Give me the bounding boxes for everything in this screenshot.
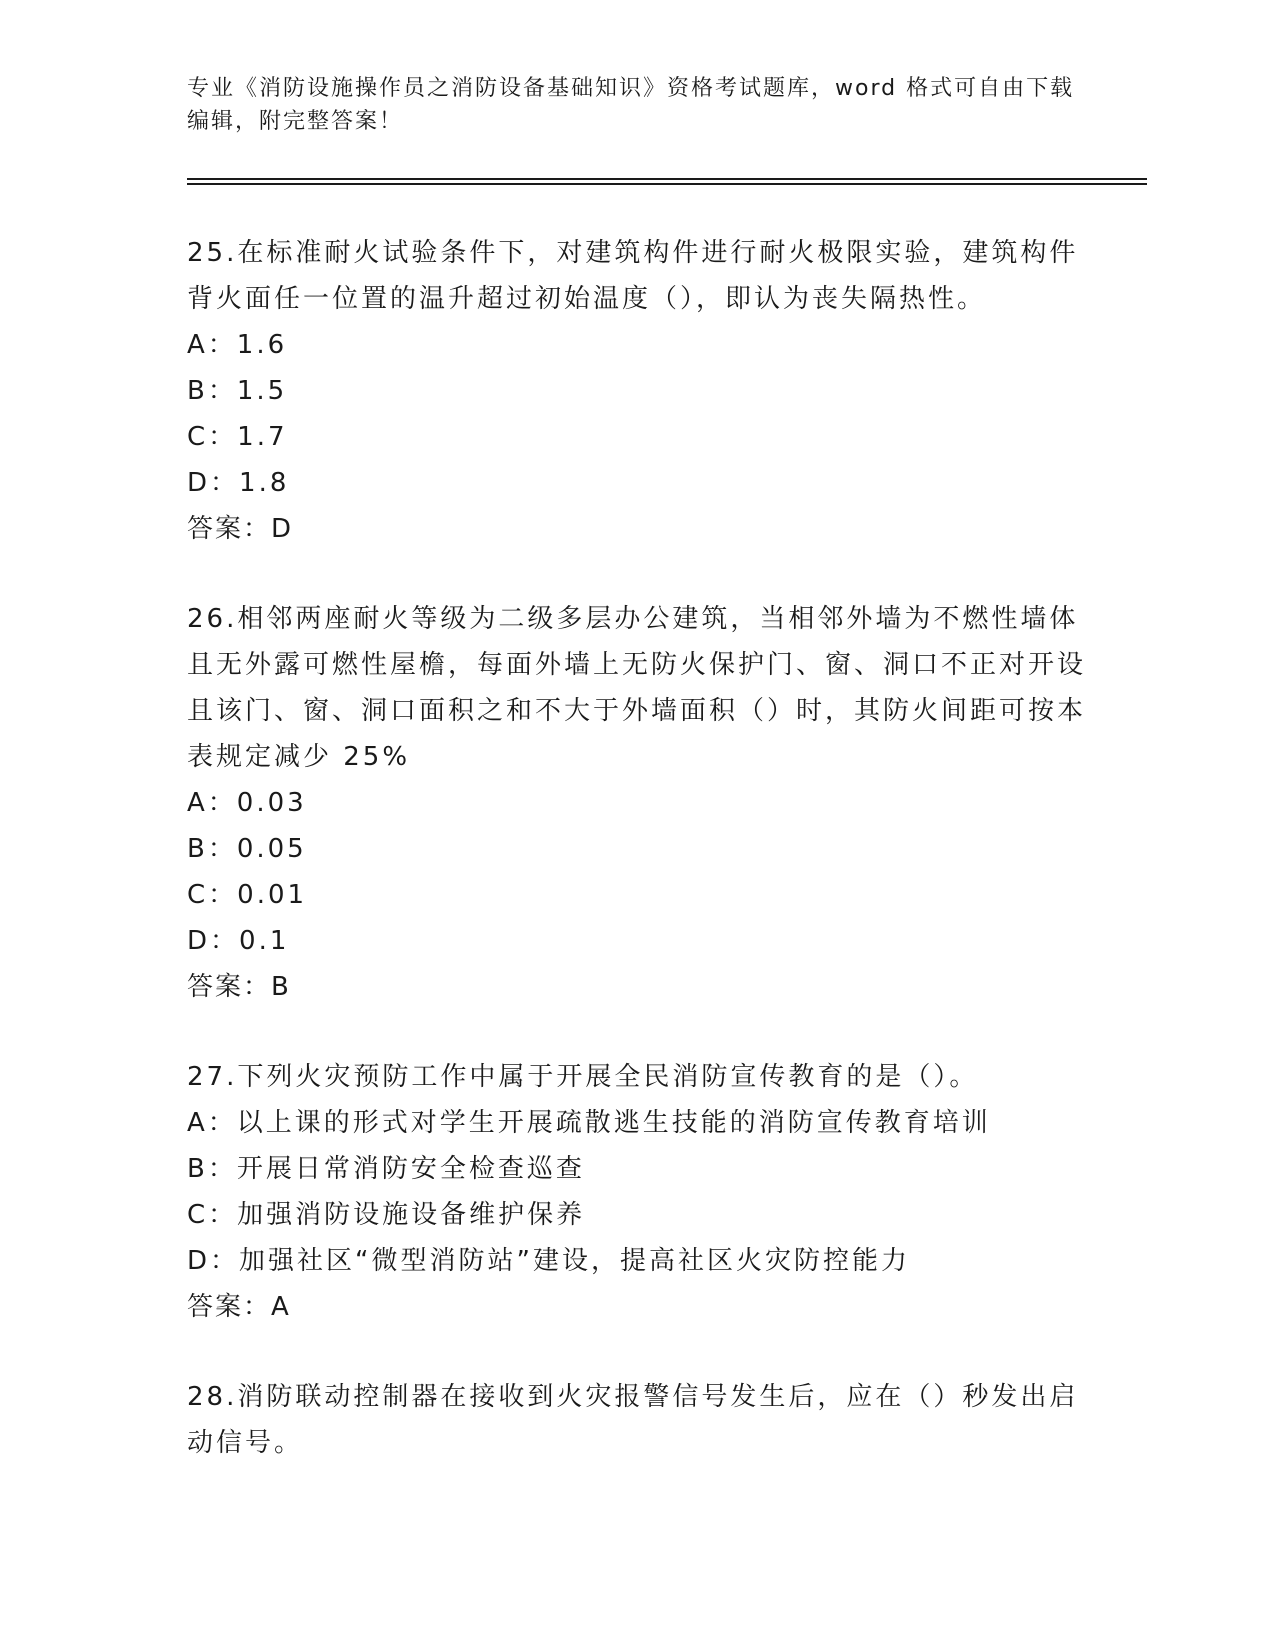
option-b: B：0.05 [187,834,307,864]
option-c: C：加强消防设施设备维护保养 [187,1200,586,1230]
option-a: A：以上课的形式对学生开展疏散逃生技能的消防宣传教育培训 [187,1108,991,1138]
option-b: B：开展日常消防安全检查巡查 [187,1154,585,1184]
document-header: 专业《消防设施操作员之消防设备基础知识》资格考试题库，word 格式可自由下载编辑，附完整答案！ [187,76,1075,134]
option-d: D：0.1 [187,926,290,956]
option-b: B：1.5 [187,376,288,406]
question-stem: 28.消防联动控制器在接收到火灾报警信号发生后，应在（）秒发出启动信号。 [187,1382,1079,1458]
option-d: D：加强社区“微型消防站”建设，提高社区火灾防控能力 [187,1246,910,1276]
answer-line: 答案：A [187,1292,291,1322]
question-item [187,596,1087,1010]
header-divider-top [187,178,1147,180]
option-c: C：0.01 [187,880,308,910]
option-a: A：1.6 [187,330,288,360]
option-a: A：0.03 [187,788,307,818]
question-item [187,1374,1087,1466]
answer-line: 答案：B [187,972,291,1002]
question-item [187,230,1087,552]
header-divider-bottom [187,183,1147,185]
question-stem: 27.下列火灾预防工作中属于开展全民消防宣传教育的是（）。 [187,1062,979,1092]
question-item [187,1054,1087,1330]
option-c: C：1.7 [187,422,288,452]
option-d: D：1.8 [187,468,290,498]
question-stem: 26.相邻两座耐火等级为二级多层办公建筑，当相邻外墙为不燃性墙体且无外露可燃性屋檐，每面外墙上无防火保护门、窗、洞口不正对开设且该门、窗、洞口面积之和不大于外墙面积（）时，其防火间距可按本表规定减少 25% [187,604,1087,772]
answer-line: 答案：D [187,514,294,544]
question-list [187,230,1087,1510]
question-stem: 25.在标准耐火试验条件下，对建筑构件进行耐火极限实验，建筑构件背火面任一位置的温升超过初始温度（），即认为丧失隔热性。 [187,238,1079,314]
